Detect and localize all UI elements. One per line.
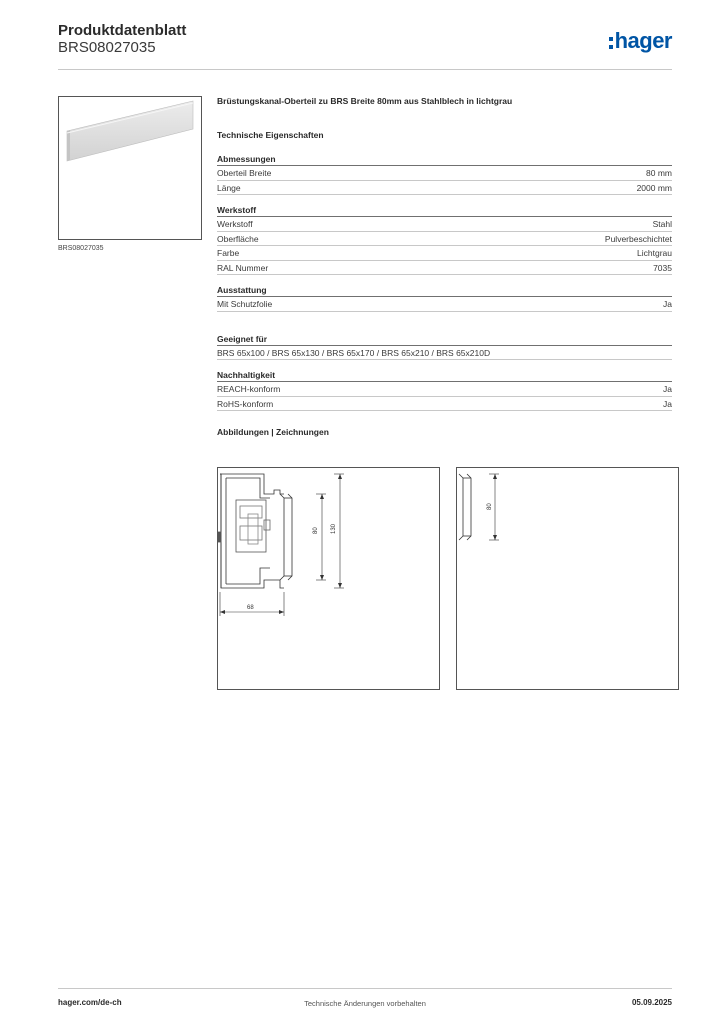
- page-header: [58, 22, 672, 70]
- cross-section-drawing-icon: [218, 468, 439, 689]
- row-value: Pulverbeschichtet: [604, 233, 672, 244]
- section-title: Nachhaltigkeit: [217, 370, 672, 382]
- section-material: [217, 205, 672, 275]
- footer-date: 05.09.2025: [631, 998, 672, 1007]
- footer-notice: Technische Änderungen vorbehalten: [304, 999, 426, 1008]
- section-dimensions: [217, 154, 672, 195]
- row-value: 2000 mm: [636, 182, 672, 193]
- page-footer: [58, 988, 672, 1012]
- row-label: Oberteil Breite: [217, 168, 272, 178]
- dimension-label-outer-height: 130: [331, 523, 337, 534]
- row-label: Oberfläche: [217, 233, 259, 244]
- logo-text: hager: [614, 28, 672, 53]
- drawing-cross-section: [217, 467, 440, 690]
- row-label: RoHS-konform: [217, 398, 274, 409]
- row-label: RAL Nummer: [217, 262, 269, 273]
- section-title: Abmessungen: [217, 154, 672, 166]
- logo-mark-icon: [609, 37, 613, 49]
- channel-cover-illustration-icon: [59, 97, 201, 239]
- technical-properties-heading: Technische Eigenschaften: [217, 130, 324, 140]
- footer-website-link[interactable]: hager.com/de-ch: [58, 998, 122, 1007]
- dimension-label-width: 68: [247, 605, 254, 611]
- product-number: BRS08027035: [58, 39, 156, 56]
- row-value: Lichtgrau: [637, 248, 672, 258]
- row-label: REACH-konform: [217, 384, 281, 394]
- row-value: 80 mm: [646, 168, 672, 178]
- table-row: [217, 181, 672, 196]
- section-title: Geeignet für: [217, 334, 672, 346]
- product-image-caption: BRS08027035: [58, 245, 104, 252]
- drawing-cover-profile: [456, 467, 679, 690]
- product-image: [58, 96, 202, 240]
- section-equipment: [217, 285, 672, 312]
- row-label: BRS 65x100 / BRS 65x130 / BRS 65x170 / BRS 65x210 / BRS 65x210D: [217, 347, 491, 358]
- table-row: [217, 232, 672, 247]
- product-description: Brüstungskanal-Oberteil zu BRS Breite 80mm aus Stahlblech in lichtgrau: [217, 96, 513, 106]
- table-row: [217, 246, 672, 261]
- table-row: [217, 166, 672, 181]
- cover-profile-drawing-icon: [457, 468, 678, 689]
- table-row: [217, 297, 672, 312]
- row-label: Länge: [217, 182, 241, 193]
- dimension-label-inner-height: 80: [313, 527, 319, 534]
- section-sustainability: [217, 370, 672, 411]
- table-row: [217, 346, 672, 361]
- figures-heading: Abbildungen | Zeichnungen: [217, 427, 329, 437]
- row-value: 7035: [653, 262, 672, 273]
- row-label: Mit Schutzfolie: [217, 299, 273, 309]
- table-row: [217, 261, 672, 276]
- dimension-label-height: 80: [487, 503, 493, 510]
- row-value: Ja: [663, 384, 672, 394]
- section-title: Werkstoff: [217, 205, 672, 217]
- row-value: Ja: [663, 299, 672, 309]
- table-row: [217, 397, 672, 412]
- row-value: Ja: [663, 398, 672, 409]
- section-title: Ausstattung: [217, 285, 672, 297]
- table-row: [217, 217, 672, 232]
- section-suitable-for: [217, 334, 672, 361]
- hager-logo: [609, 28, 672, 54]
- table-row: [217, 382, 672, 397]
- product-details: [217, 96, 672, 439]
- row-label: Farbe: [217, 248, 240, 258]
- document-title: Produktdatenblatt: [58, 22, 187, 39]
- row-value: Stahl: [652, 219, 672, 229]
- row-label: Werkstoff: [217, 219, 253, 229]
